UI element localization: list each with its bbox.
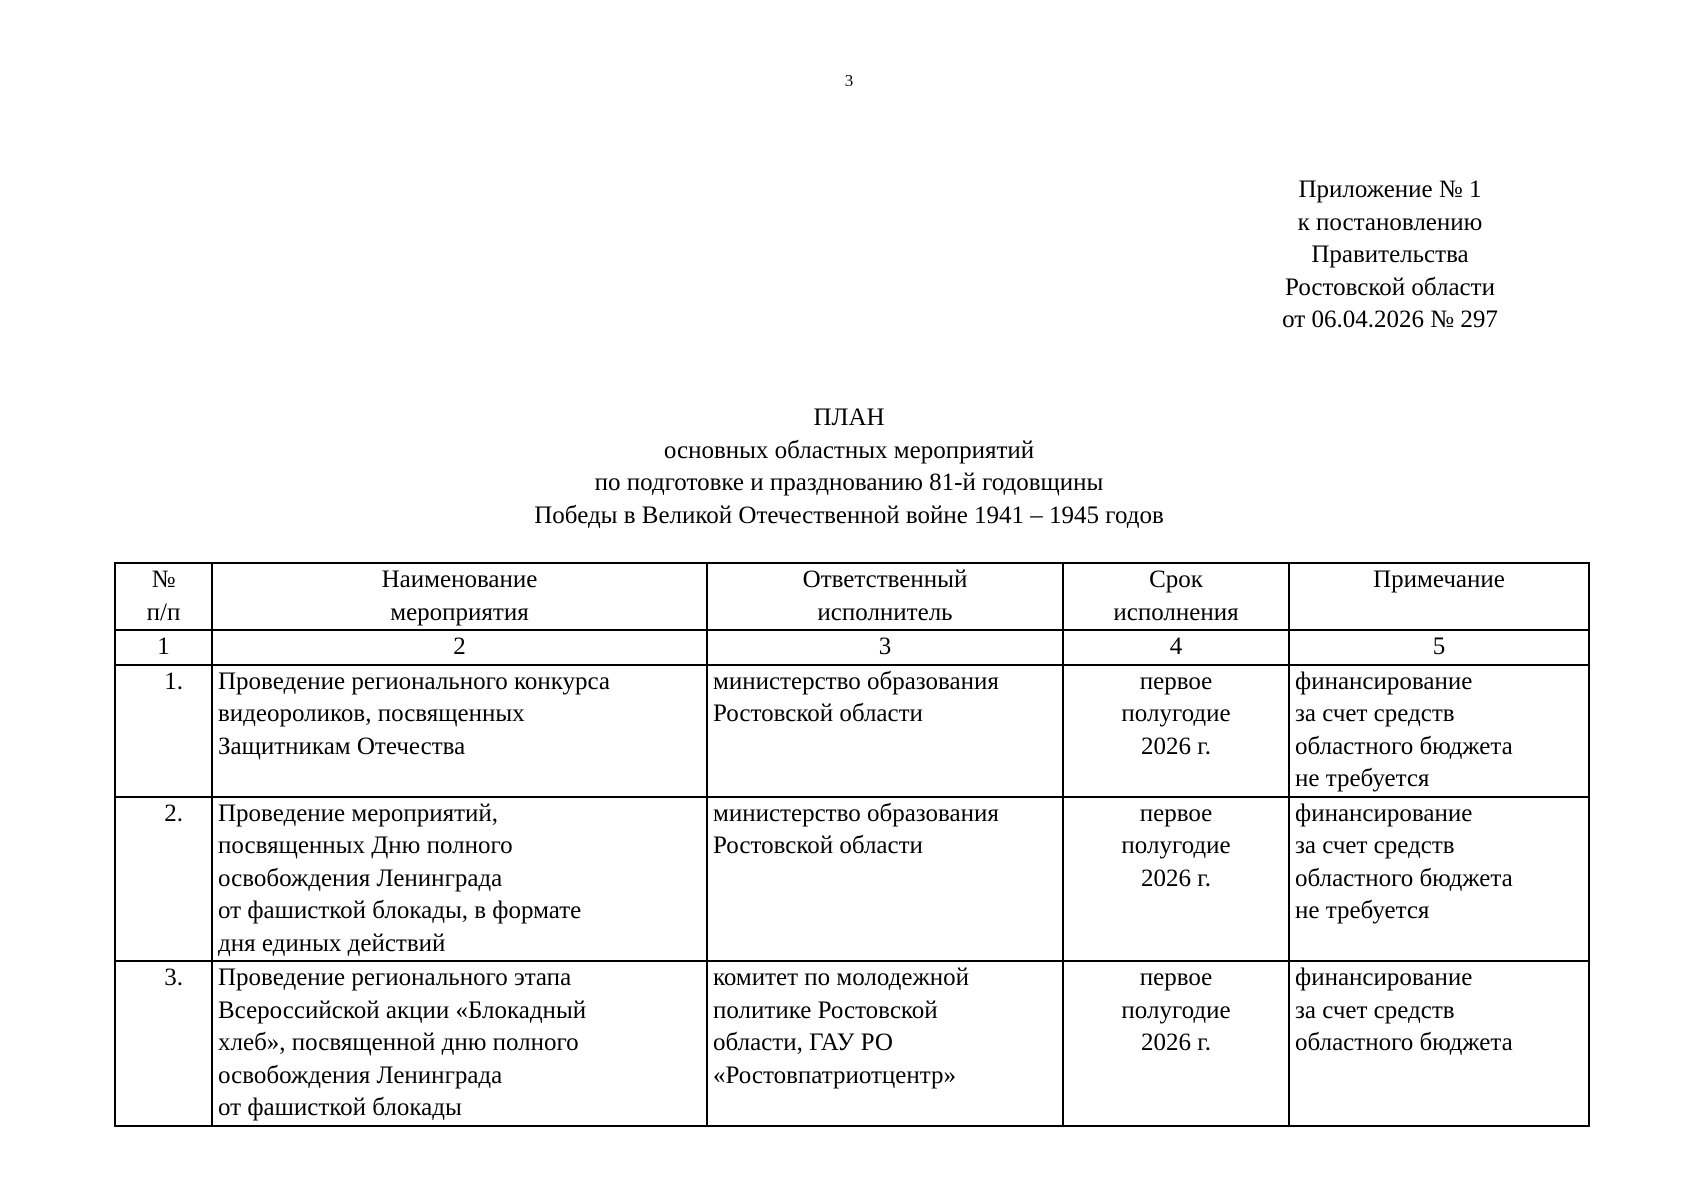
header-note: Примечание: [1289, 563, 1589, 630]
column-number: 4: [1063, 630, 1289, 665]
row-number: 1.: [115, 665, 212, 797]
header-executor: Ответственный исполнитель: [707, 563, 1063, 630]
plan-title-line: ПЛАН: [813, 404, 885, 431]
table-row: [115, 797, 1589, 962]
column-number: 1: [115, 630, 212, 665]
appendix-line: от 06.04.2026 № 297: [1282, 306, 1498, 333]
plan-title-line: Победы в Великой Отечественной войне 1941 – 1945 годов: [534, 501, 1164, 529]
column-number: 5: [1289, 630, 1589, 665]
deadline: первое полугодие 2026 г.: [1063, 961, 1289, 1126]
appendix-block: [1230, 174, 1550, 337]
table-header-row: [115, 563, 1589, 630]
plan-title-line: основных областных мероприятий: [663, 436, 1035, 464]
plan-table: [114, 562, 1590, 1127]
executor: комитет по молодежной политике Ростовской области, ГАУ РО «Ростовпатриотцентр»: [707, 961, 1063, 1126]
row-number: 2.: [115, 797, 212, 962]
event-name: Проведение мероприятий, посвященных Дню полного освобождения Ленинграда от фашисткой блокады, в формате дня единых действий: [212, 797, 707, 962]
appendix-line: Правительства: [1311, 241, 1469, 268]
appendix-line: к постановлению: [1297, 208, 1483, 236]
note: финансирование за счет средств областного бюджета не требуется: [1289, 797, 1589, 962]
event-name: Проведение регионального конкурса видеороликов, посвященных Защитникам Отечества: [212, 665, 707, 797]
executor: министерство образования Ростовской области: [707, 797, 1063, 962]
appendix-line: Ростовской области: [1285, 273, 1495, 301]
note: финансирование за счет средств областного бюджета: [1289, 961, 1589, 1126]
deadline: первое полугодие 2026 г.: [1063, 797, 1289, 962]
header-event-name: Наименование мероприятия: [212, 563, 707, 630]
event-name: Проведение регионального этапа Всероссийской акции «Блокадный хлеб», посвященной дню полного освобождения Ленинграда от фашисткой блокады: [212, 961, 707, 1126]
table-row: [115, 961, 1589, 1126]
column-number-row: [115, 630, 1589, 665]
executor: министерство образования Ростовской области: [707, 665, 1063, 797]
plan-title-line: по подготовке и празднованию 81-й годовщины: [594, 469, 1104, 496]
header-deadline: Срок исполнения: [1063, 563, 1289, 630]
plan-title: [0, 402, 1698, 532]
page-number: 3: [844, 71, 854, 90]
deadline: первое полугодие 2026 г.: [1063, 665, 1289, 797]
header-number: № п/п: [115, 563, 212, 630]
column-number: 2: [212, 630, 707, 665]
row-number: 3.: [115, 961, 212, 1126]
column-number: 3: [707, 630, 1063, 665]
appendix-line: Приложение № 1: [1298, 176, 1482, 203]
note: финансирование за счет средств областного бюджета не требуется: [1289, 665, 1589, 797]
table-row: [115, 665, 1589, 797]
